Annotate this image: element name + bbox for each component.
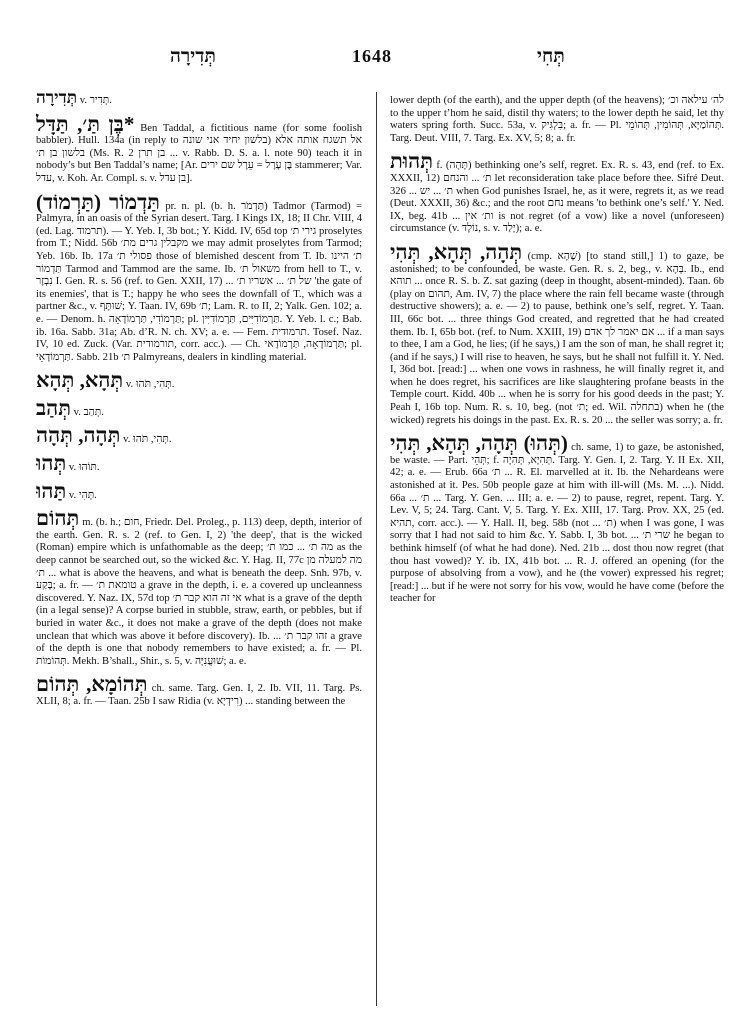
entry-headword: (תְּהוּ) תְּהָה, תְּהָא, תְּהִי (390, 431, 568, 456)
entry-text: v. תּוֹהוּ. (68, 462, 100, 474)
dictionary-entry (36, 673, 362, 708)
entry-text: v. תְּהַב. (73, 406, 104, 418)
header-right-headword: תְּחִי (537, 46, 565, 67)
entry-text: ch. same, 1) to gaze, be astonished, be waste. — Part. תְּהֵי; f. תְּהִיָא, תְּהִיָה. Targ. Y. Gen. I, 2. Targ. Y. II Ex. XII, 42; a. e. — Erub. 66a ת׳ ... R. El. marvelled at it. Ib. the Nehardeans were astonished at it. Pes. 50b people gaze at him with ill-will (Ms. M. ...). Nidd. 66a ... ת׳ ... Targ. Y. Gen. ... III; a. e. — 2) to pause, regret, repent. Targ. Y. Lev. V, 5; 24. Targ. Cant. V, 5. Targ. Y. Ex. XIII, 17. Targ. Prov. XX, 25 (ed. תהיא, corr. acc.). — Y. Hall. II, beg. 58b (not ... ת׳) when I was gone, I was sorry that I had not said to him &c. Y. Sabb. I, 3b bot. ... שרי ת׳ he began to bethink himself (of what he had done). Ned. 21b ... dost thou now regret (that thou hast vowed)? Y. ib. IX, 41b bot. ... R. J. offered an opening (for the purpose of absolving from a vow), and he (the vower) expressed his regret; [read:] ... but if he were not sorry for his vow, would he have come (before the teacher for (390, 442, 724, 605)
entry-headword: תְּדִירָה (36, 88, 78, 107)
dictionary-entry (36, 507, 362, 668)
entry-text: Ben Taddal, a fictitious name (for some foolish babbler). Hull. 134a (in reply to בלשון יחיד אני שונה) אל תשגח אותה אלא בלשון בן ת׳ (Ms. R. 2 בן תרן ... v. Rabb. D. S. a. l. note 90) teach it in nobody’s but Ben Taddal’s name; [Ar. בֶּן עָרָל = עֵרָל שם ירים stammerer; Var. עדל, v. Koh. Ar. Compl. s. v. בן עדל]. (36, 122, 362, 184)
left-column (36, 88, 362, 1008)
dictionary-entry (36, 88, 362, 108)
entry-text: f. (תָּהָה) bethinking one’s self, regret. Ex. R. s. 43, end (ref. to Ex. XXXII, 12) ת׳ ... והנחם let reconsideration take place before thee. Sifré Deut. 326 ... ת׳ ... יש when God punishes Israel, he, as it were, regrets it, as we read (Deut. XXXII, 36) &c.; and the root נחם means 'to bethink one’s self.' Y. Ned. IX, beg. 41b ... ות׳ אין is not regret (of a vow) like a novel (unforeseen) circumstance (v. נוֹלָד, s. v. יָלַד); a. e. (390, 160, 724, 235)
entry-headword: תְּהוּת (390, 149, 434, 174)
page-number: 1648 (352, 46, 392, 66)
dictionary-entry (36, 424, 362, 447)
dictionary-entry (390, 150, 724, 236)
column-divider (376, 92, 377, 1006)
dictionary-entry (36, 452, 362, 475)
entry-headword: תְּהָא, תְּהָא (36, 368, 124, 393)
entry-text: v. תְּדִיר. (79, 95, 112, 106)
header-left-headword: תְּדִירָה (170, 46, 216, 67)
entry-text: pr. n. pl. (b. h. תַּדְמֹר) Tadmor (Tarmod) = Palmyra, in an oasis of the Syrian desert. Targ. I Kings IX, 18; II Chr. VIII, 4 (ed. Lag. תרמוד). — Y. Yeb. I, 3b bot.; Y. Kidd. IV, 65d top גירי ת׳ proselytes from T.; Nidd. 56b מקבלין גרים מת׳ we may admit proselytes from Tarmod; Yeb. 16b. Ib. 17a פסולי ת׳ those of blemished descent from T. Ib. ת׳ היינו תַּדְמוֹר Tarmod and Tammod are the same. Ib. משאול ת׳ from hell to T., v. נִבְזָר I. Gen. R. s. 56 (ref. to Gen. XXII, 17) ... של ת׳ ... אשריו ת׳ 'the gate of its enemies', that is T.; happy he who sees the downfall of T., which was a partner &c., v. שׁוּתָּף; Y. Taan. IV, 69b ת׳; Lam. R. to II, 2; Yalk. Gen. 102; a. e. — Denom. h. תַּרְמוֹדִי, תַּרְמוֹדָאָה; pl. תַּרְמוֹדִיִּים, תַּרְמוֹדִיִּין. Y. Yeb. l. c.; Bab. ib. 16a. Sabb. 31a; Ab. d’R. N. ch. XV; a. e. — Fem. תרמודית. Tosef. Naz. IV, 10 ed. Zuck. (Var. תורמודית, corr. acc.). — Ch. תַּרְמוֹדָאָה, תַּרְמוֹדָאי; pl. תַּרְמוֹדָאֵי. Sabb. 21b ת׳ Palmyreans, dealers in kindling material. (36, 200, 362, 363)
entry-headword: תְּהַב (36, 395, 72, 420)
entry-text: lower depth (of the earth), and the upper depth (of the heavens); לה׳ עילאה וכ׳ to the upper t’hom he said, distil thy waters; to the lower depth he said, let thy waters spring forth. Succ. 53a, v. בִּלְגִּיק; a. fr. — Pl. תְּהוֹמַיָּא, תְּהוֹמִין, תְּהוֹמֵי. Targ. Deut. VIII, 7. Targ. Ex. XV, 5; 8; a. fr. (390, 95, 724, 144)
dictionary-entry (390, 88, 724, 145)
entry-headword: תַּדְמוֹר (תַּרְמוֹד) (36, 189, 160, 214)
entry-text: v. תְּהִי, תֹּהוּ. (125, 379, 175, 391)
dictionary-entry (36, 480, 362, 503)
entry-text: (cmp. שָׁהָא) [to stand still,] 1) to gaze, be astonished; to be confounded, be waste. Gen. R. s. 2, beg., v. בְּהָא. Ib., end תוהא ... once R. S. b. Z. sat gazing (deep in thought, absent-minded). Taan. 6b (play on תהום, Am. IV, 7) the place where the rain fell became waste (through destructive showers); a. e. — 2) to pause, bethink one’s self, regret. Y. Taan. III, 66c bot. ... three things God created, and regretted that he had created them. Ib. I, 65b bot. (ref. to Num. XXIII, 19) אם יאמר לך אדם ... if a man says to thee, I am a God, he lies; (if he says,) I am the son of man, he shall regret it; (and if he says,) I will rise to heaven, he says, but he shall not fulfill it. Y. Ned. I, 36d bot. [read:] ... when one vows in rashness, he will finally regret it, and when he does regret, his sacrifices are like slaughtering profane beasts in the Temple court. Kidd. 40b ... when he is sorry for his good deeds in the past; Y. Peah I, 16b top. Num. R. s. 10, beg. (not ת׳; ed. Wil. בתחלה) when he (the wicked) regrets his doings in the past. Ex. R. s. 20 ... the seller was sorry; a. fr. (390, 250, 724, 426)
entry-headword: תְּהוֹם (36, 506, 80, 531)
entry-headword: תַּהוּ (36, 478, 67, 503)
entry-headword: תְּהוּ (36, 451, 67, 476)
dictionary-entry (390, 432, 724, 606)
dictionary-entry (390, 241, 724, 427)
dictionary-entry (36, 397, 362, 420)
entry-headword: תְּהָה, תְּהָא, תְּהִי (390, 239, 523, 264)
page-header (0, 46, 750, 72)
entry-headword: תְּהָה, תְּהָה (36, 423, 121, 448)
entry-text: v. תְּהִי, תֹּהוּ. (123, 434, 172, 446)
dictionary-entry (36, 191, 362, 365)
dictionary-entry (36, 113, 362, 186)
entry-headword: תְּהוֹמָא, תְּהוֹם (36, 672, 148, 697)
entry-text: v. תְּהִי. (68, 489, 97, 501)
entry-headword: *בֶּן תַּ׳, תַּדָּל (36, 111, 135, 136)
entry-text: ch. same. Targ. Gen. I, 2. Ib. VII, 11. Targ. Ps. XLII, 8; a. fr. — Taan. 25b I saw Ridia (v. רִידְיָא) ... standing between the (36, 683, 362, 707)
dictionary-entry (36, 369, 362, 392)
entry-text: m. (b. h.; חום, Friedr. Del. Proleg., p. 113) deep, depth, interior of the earth. Gen. R. s. 2 (ref. to Gen. I, 2) 'the deep', that is the wicked (Roman) empire which is unfathomable as the deep; מה ת׳ ... כמו ת׳ as the deep cannot be searched out, so the wicked &c. Y. Hag. II, 77c מה למעלה מן ת׳ ... what is above the heavens, and what is beneath the deep. Snh. 97b, v. בָּקַע; a. fr. — טומאת ת׳ a grave in the depth, i. e. a covered up uncleanness discovered. Y. Naz. IX, 57d top אי זה הוא קבר ת׳ what is a grave of the depth (in a legal sense)? A corpse buried in stubble, straw, earth, or pebbles, but if buried in water &c., it does not make a grave of the depth (does not make unclean that which was above it before discovery). Ib. ... זהו קבר ת׳ a grave of the depth is one that nobody remembers to have existed; a. fr. — Pl. תְּהוֹמוֹת. Mekh. B’shall., Shir., s. 5, v. שׁוּעֲנִיָּה; a. e. (36, 517, 362, 667)
right-column (390, 88, 724, 1008)
